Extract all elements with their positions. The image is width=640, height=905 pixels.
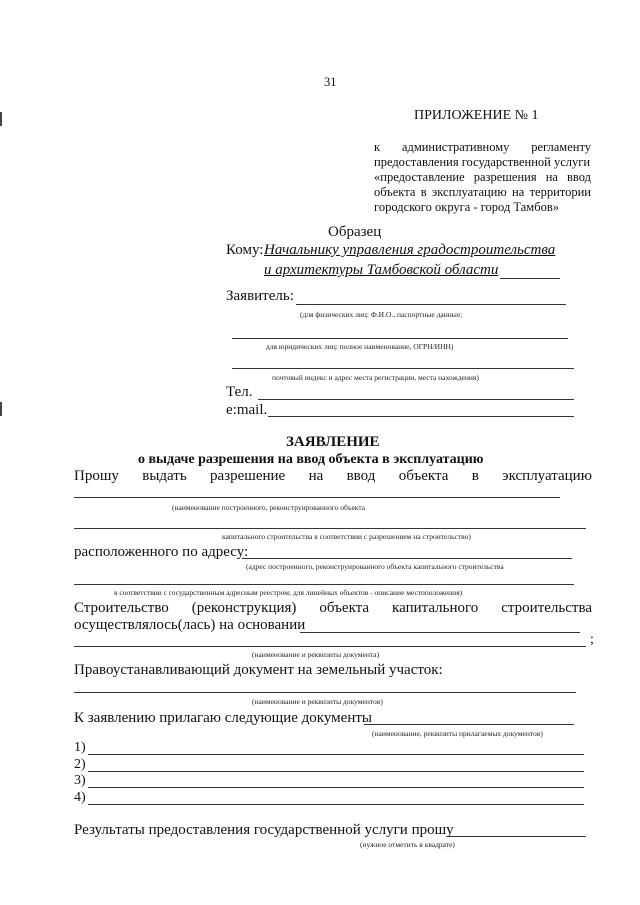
caption-address: почтовый индекс и адрес места регистрации, места нахождения) [272, 373, 479, 382]
construction-word: строительства [501, 600, 592, 616]
basis-field[interactable] [300, 632, 580, 633]
request-word: объекта [398, 468, 449, 484]
caption-docs: (наименование и реквизиты документов) [252, 697, 383, 706]
caption-attached: (наименование, реквизиты прилагаемых документов) [372, 729, 543, 738]
request-word: эксплуатацию [502, 468, 592, 484]
appendix-word: к [374, 140, 381, 154]
address-field-2[interactable] [74, 584, 574, 585]
appendix-line-3 [374, 170, 591, 185]
item-field-1[interactable] [88, 754, 584, 755]
appendix-line-1 [374, 140, 591, 155]
scan-edge-mark [0, 112, 2, 126]
item-field-4[interactable] [88, 804, 584, 805]
statement-title: ЗАЯВЛЕНИЕ [286, 434, 380, 450]
address-field[interactable] [242, 558, 572, 559]
appendix-word: на [512, 185, 525, 199]
item-number: 4) [74, 790, 86, 805]
basis-label: осуществлялось(лась) на основании [74, 617, 306, 633]
land-doc-label: Правоустанавливающий документ на земельный участок: [74, 662, 443, 678]
request-word: Прошу [74, 468, 119, 484]
address-label: расположенного по адресу: [74, 544, 249, 560]
request-word: на [308, 468, 324, 484]
item-number: 2) [74, 757, 86, 772]
appendix-line-4 [374, 185, 591, 200]
request-line [74, 468, 592, 485]
object-name-field[interactable] [74, 497, 560, 498]
appendix-word: административному [401, 140, 510, 154]
item-field-2[interactable] [88, 771, 584, 772]
applicant-field[interactable] [296, 304, 566, 305]
semicolon: ; [590, 632, 594, 647]
caption-object-name: (наименование построенного, реконструированного объекта [172, 503, 366, 512]
construction-word: Строительство [74, 600, 169, 616]
appendix-word: объекта [374, 185, 416, 199]
scan-edge-mark [0, 402, 2, 416]
results-field[interactable] [448, 836, 586, 837]
appendix-line-2: предоставления государственной услуги [374, 155, 591, 169]
appendix-word: регламенту [531, 140, 591, 154]
caption-mark: (нужное отметить в квадрате) [360, 840, 455, 849]
email-label: e:mail. [226, 402, 268, 418]
land-doc-field[interactable] [74, 692, 576, 693]
item-number: 1) [74, 740, 86, 755]
results-label: Результаты предоставления государственной услуги прошу [74, 822, 454, 838]
attach-label: К заявлению прилагаю следующие документы [74, 710, 372, 726]
appendix-word: в [420, 185, 427, 199]
email-field[interactable] [268, 416, 574, 417]
object-name-field-2[interactable] [74, 528, 586, 529]
phone-field[interactable] [258, 399, 574, 400]
caption-address-1: (адрес построенного, реконструированного объекта капитального строительства [246, 562, 504, 571]
construction-line [74, 600, 592, 617]
caption-object-cont: капитального строительства в соответствии с разрешением на строительство) [222, 532, 471, 541]
construction-word: капитального [392, 600, 479, 616]
addressee-line-2: и архитектуры Тамбовской области [264, 262, 499, 278]
appendix-word: эксплуатацию [431, 185, 507, 199]
request-word: разрешение [210, 468, 286, 484]
to-label: Кому: [226, 242, 264, 258]
request-word: ввод [346, 468, 376, 484]
attach-field[interactable] [364, 724, 574, 725]
construction-word: объекта [319, 600, 370, 616]
applicant-field-3[interactable] [232, 368, 574, 369]
basis-field-2[interactable] [74, 646, 586, 647]
appendix-title: ПРИЛОЖЕНИЕ № 1 [414, 108, 539, 123]
caption-individual: (для физических лиц: Ф.И.О., паспортные данные; [300, 310, 463, 319]
applicant-field-2[interactable] [232, 338, 568, 339]
page-number: 31 [324, 75, 337, 89]
appendix-word: разрешения [473, 170, 537, 184]
construction-word: (реконструкция) [191, 600, 297, 616]
request-word: выдать [142, 468, 187, 484]
item-field-3[interactable] [88, 787, 584, 788]
appendix-word: ввод [567, 170, 591, 184]
appendix-word: территории [529, 185, 591, 199]
addressee-underline [500, 278, 560, 279]
caption-doc: (наименование и реквизиты документа) [252, 650, 380, 659]
appendix-word: на [545, 170, 558, 184]
request-word: в [471, 468, 479, 484]
sample-label: Образец [328, 224, 382, 240]
phone-label: Тел. [226, 384, 253, 400]
appendix-line-5: городского округа - город Тамбов» [374, 200, 559, 214]
item-number: 3) [74, 773, 86, 788]
caption-legal: для юридических лиц: полное наименование, ОГРН/ИНН) [266, 342, 454, 351]
appendix-word: «предоставление [374, 170, 465, 184]
caption-address-2: в соответствии с государственным адресным реестром; для линейных объектов - описание местоположения) [114, 588, 463, 597]
statement-subtitle: о выдаче разрешения на ввод объекта в эксплуатацию [138, 452, 484, 467]
addressee-line-1: Начальнику управления градостроительства [264, 242, 556, 258]
applicant-label: Заявитель: [226, 288, 294, 304]
